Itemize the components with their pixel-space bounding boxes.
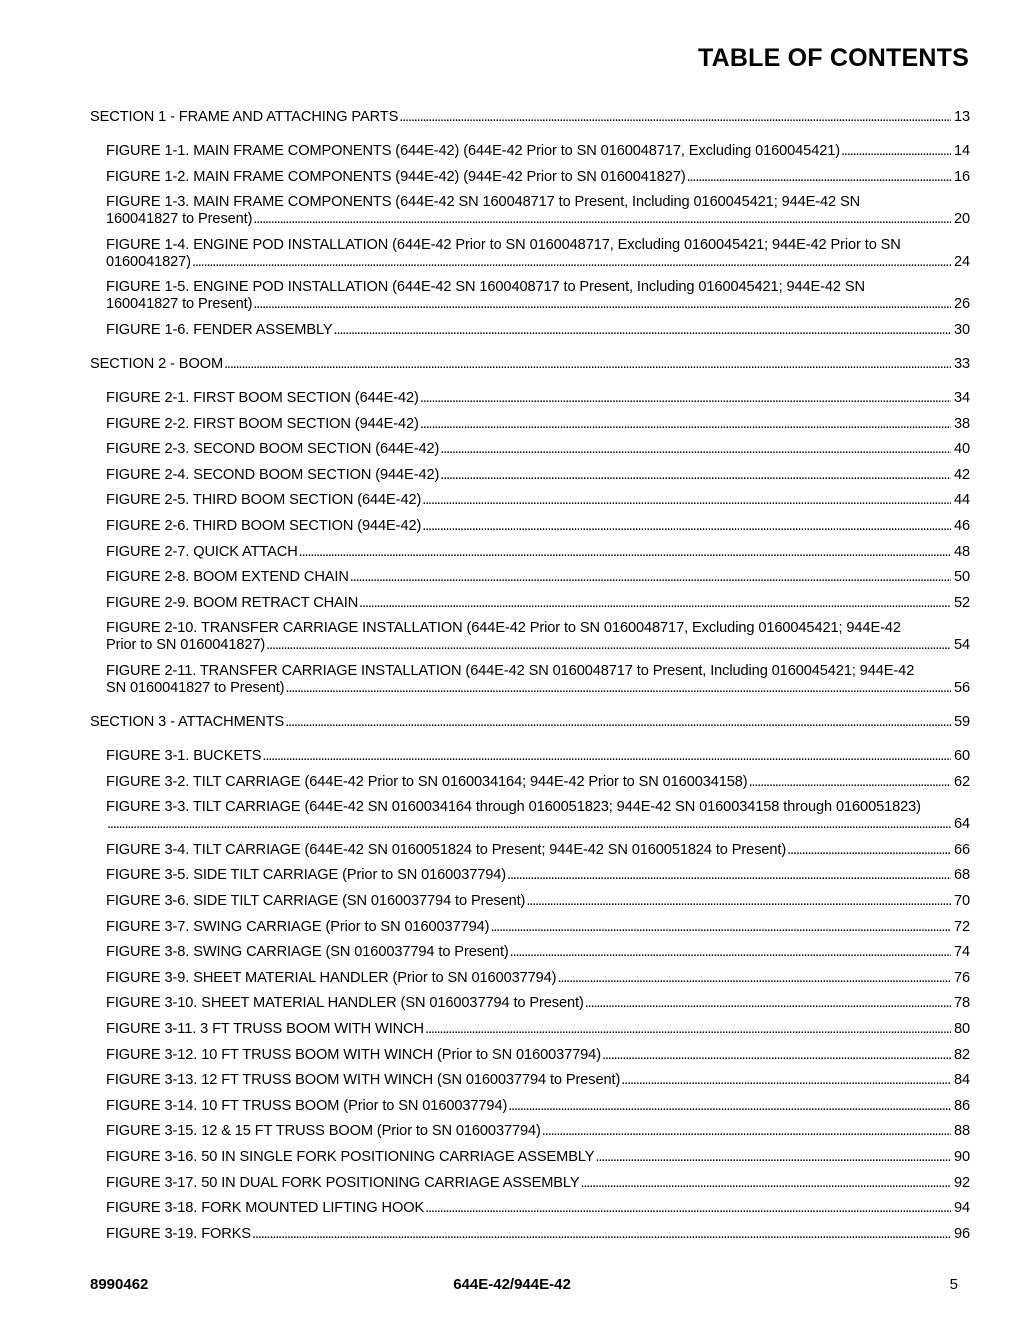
toc-entry-title: FIGURE 3-14. 10 FT TRUSS BOOM (Prior to SN 0160037794) [106,1097,508,1114]
toc-entry-title: 0160041827) [106,253,191,270]
toc-page-number: 96 [953,1225,970,1242]
toc-entry-title: FIGURE 1-5. ENGINE POD INSTALLATION (644E-42 SN 1600408717 to Present, Including 0160045421; 944E-42 SN [106,279,865,296]
dot-leader [107,816,951,833]
dot-leader [425,1021,951,1038]
toc-entry-title: SECTION 3 - ATTACHMENTS [90,714,285,730]
toc-figure-entry[interactable] [106,1200,970,1217]
toc-entry-title: FIGURE 2-6. THIRD BOOM SECTION (944E-42) [106,518,422,534]
dot-leader [420,416,951,433]
toc-entry-title: FIGURE 2-4. SECOND BOOM SECTION (944E-42) [106,466,440,483]
toc-figure-entry[interactable] [106,322,970,339]
toc-figure-entry[interactable] [106,492,970,509]
dot-leader [510,944,951,961]
toc-page-number: 84 [953,1072,970,1089]
toc-entry-title: FIGURE 3-10. SHEET MATERIAL HANDLER (SN 0160037794 to Present) [106,995,584,1012]
toc-entry-title: FIGURE 3-6. SIDE TILT CARRIAGE (SN 0160037794 to Present) [106,893,526,909]
toc-page-number: 60 [953,748,970,764]
dot-leader [224,356,951,373]
toc-figure-entry[interactable] [106,1175,970,1192]
toc-page-number: 50 [953,569,970,586]
toc-page-number: 24 [953,253,970,270]
toc-page-number: 74 [953,944,970,961]
toc-page-number: 76 [953,969,970,986]
dot-leader [749,774,951,791]
toc-figure-entry[interactable] [106,441,970,458]
toc-page-number: 52 [953,594,970,611]
toc-figure-entry[interactable] [106,143,970,160]
toc-figure-entry[interactable] [106,944,970,961]
footer-doc-number: 8990462 [90,1276,149,1293]
toc-figure-entry[interactable] [106,169,970,186]
toc-figure-entry[interactable] [106,774,970,791]
toc-entry-title: FIGURE 3-7. SWING CARRIAGE (Prior to SN 0160037794) [106,918,490,935]
toc-entry-title: 160041827 to Present) [106,211,253,228]
toc-entry-title: FIGURE 3-4. TILT CARRIAGE (644E-42 SN 0160051824 to Present; 944E-42 SN 0160051824 to Present) [106,841,787,858]
dot-leader [334,322,951,339]
toc-page-number: 70 [953,893,970,909]
toc-page-number: 20 [953,211,970,228]
dot-leader [425,1200,951,1217]
toc-figure-entry[interactable] [106,194,970,228]
dot-leader [621,1072,951,1089]
toc-entry-title: FIGURE 1-3. MAIN FRAME COMPONENTS (644E-42 SN 160048717 to Present, Including 0160045421; 944E-42 SN [106,194,861,211]
toc-figure-entry[interactable] [106,416,970,433]
toc-figure-entry[interactable] [106,842,970,859]
dot-leader [359,595,951,612]
toc-page-number: 64 [953,816,970,833]
footer-page-number: 5 [949,1276,958,1293]
toc-entry-title: FIGURE 3-15. 12 & 15 FT TRUSS BOOM (Prior to SN 0160037794) [106,1123,541,1140]
toc-entry-title: FIGURE 2-1. FIRST BOOM SECTION (644E-42) [106,390,419,406]
toc-figure-entry[interactable] [106,1226,970,1243]
dot-leader [399,109,951,126]
toc-entry-title: FIGURE 3-3. TILT CARRIAGE (644E-42 SN 0160034164 through 0160051823; 944E-42 SN 0160034158 through 0160051823) [106,799,921,816]
toc-figure-entry[interactable] [106,799,970,833]
toc-entry-title: FIGURE 1-1. MAIN FRAME COMPONENTS (644E-42) (644E-42 Prior to SN 0160048717, Excluding 0160045421) [106,143,840,159]
toc-entry-title: FIGURE 3-8. SWING CARRIAGE (SN 0160037794 to Present) [106,944,509,961]
toc-page-number: 88 [953,1123,970,1140]
dot-leader [507,867,951,884]
toc-entry-title: FIGURE 3-17. 50 IN DUAL FORK POSITIONING CARRIAGE ASSEMBLY [106,1174,580,1191]
dot-leader [687,169,951,186]
toc-entry-title: FIGURE 2-8. BOOM EXTEND CHAIN [106,569,349,586]
toc-section-entry[interactable] [90,356,970,373]
toc-entry-title: FIGURE 2-7. QUICK ATTACH [106,543,298,560]
toc-entry-title: FIGURE 3-12. 10 FT TRUSS BOOM WITH WINCH (Prior to SN 0160037794) [106,1046,601,1063]
dot-leader [490,919,951,936]
toc-figure-entry[interactable] [106,1098,970,1115]
toc-entry-title: FIGURE 2-3. SECOND BOOM SECTION (644E-42) [106,441,440,458]
toc-page-number: 38 [953,415,970,432]
toc-section-entry[interactable] [90,109,970,126]
dot-leader [350,569,951,586]
dot-leader [420,390,951,407]
toc-entry-title: FIGURE 2-10. TRANSFER CARRIAGE INSTALLATION (644E-42 Prior to SN 0160048717, Excluding 0160045421; 944E-42 [106,620,901,637]
toc-entry-title: FIGURE 3-16. 50 IN SINGLE FORK POSITIONING CARRIAGE ASSEMBLY [106,1149,595,1165]
toc-page-number: 66 [953,841,970,858]
toc-page-number: 33 [953,356,970,372]
toc-figure-entry[interactable] [106,569,970,586]
toc-figure-entry[interactable] [106,237,970,271]
toc-figure-entry[interactable] [106,748,970,765]
toc-page-number: 26 [953,296,970,313]
toc-page-number: 34 [953,390,970,406]
dot-leader [787,842,951,859]
dot-leader [585,995,951,1012]
toc-figure-entry[interactable] [106,919,970,936]
toc-page-number: 56 [953,680,970,696]
toc-figure-entry[interactable] [106,970,970,987]
dot-leader [253,211,951,228]
toc-page-number: 42 [953,466,970,483]
toc-page-number: 44 [953,492,970,509]
dot-leader [422,518,951,535]
dot-leader [440,441,951,458]
dot-leader [580,1175,950,1192]
toc-page-number: 16 [953,168,970,185]
toc-figure-entry[interactable] [106,467,970,484]
toc-page-number: 68 [953,867,970,884]
toc-entry-title: FIGURE 3-19. FORKS [106,1225,251,1242]
toc-page-number: 86 [953,1097,970,1114]
toc-figure-entry[interactable] [106,1072,970,1089]
toc-entry-title: FIGURE 2-9. BOOM RETRACT CHAIN [106,594,359,611]
toc-page-number: 62 [953,773,970,790]
dot-leader [266,637,951,654]
toc-entry-title: FIGURE 1-4. ENGINE POD INSTALLATION (644E-42 Prior to SN 0160048717, Excluding 0160045421; 944E-42 Prior to SN [106,236,901,253]
toc-figure-entry[interactable] [106,663,970,697]
toc-page-number: 82 [953,1046,970,1063]
dot-leader [299,544,951,561]
dot-leader [285,680,951,697]
dot-leader [253,296,951,313]
toc-page-number: 72 [953,918,970,935]
toc-entry-title: FIGURE 3-9. SHEET MATERIAL HANDLER (Prior to SN 0160037794) [106,969,557,986]
toc-entry-title: FIGURE 3-5. SIDE TILT CARRIAGE (Prior to SN 0160037794) [106,867,507,884]
toc-entry-title: FIGURE 2-11. TRANSFER CARRIAGE INSTALLATION (644E-42 SN 0160048717 to Present, Including 0160045421; 944E-42 [106,663,915,679]
dot-leader [595,1149,951,1166]
toc-page-number: 80 [953,1021,970,1037]
dot-leader [526,893,951,910]
toc-page-number: 54 [953,637,970,654]
toc-entry-title: FIGURE 2-5. THIRD BOOM SECTION (644E-42) [106,492,422,509]
dot-leader [262,748,951,765]
dot-leader [542,1123,951,1140]
toc-entry-title: FIGURE 3-1. BUCKETS [106,748,262,764]
toc-page-number: 78 [953,995,970,1012]
toc-figure-entry[interactable] [106,995,970,1012]
dot-leader [422,492,951,509]
dot-leader [508,1098,951,1115]
toc-entry-title: Prior to SN 0160041827) [106,637,266,654]
toc-page-number: 48 [953,543,970,560]
dot-leader [192,254,951,271]
toc-page-number: 94 [953,1200,970,1217]
toc-page-number: 13 [953,109,970,125]
toc-entry-title: SN 0160041827 to Present) [106,680,285,696]
toc-entry-title: SECTION 1 - FRAME AND ATTACHING PARTS [90,109,399,125]
toc-figure-entry[interactable] [106,279,970,313]
toc-entry-title: SECTION 2 - BOOM [90,356,224,372]
toc-page-number: 14 [953,143,970,159]
toc-figure-entry[interactable] [106,544,970,561]
toc-page-number: 92 [953,1174,970,1191]
toc-section-entry[interactable] [90,714,970,731]
toc-page-number: 90 [953,1149,970,1165]
toc-entry-title: FIGURE 1-6. FENDER ASSEMBLY [106,322,333,338]
toc-entry-title: 160041827 to Present) [106,296,253,313]
toc-page-number: 46 [953,518,970,534]
toc-entry-title: FIGURE 1-2. MAIN FRAME COMPONENTS (944E-42) (944E-42 Prior to SN 0160041827) [106,168,686,185]
dot-leader [841,143,951,160]
dot-leader [285,714,951,731]
toc-entry-title: FIGURE 3-2. TILT CARRIAGE (644E-42 Prior to SN 0160034164; 944E-42 Prior to SN 0160034158) [106,773,748,790]
toc-figure-entry[interactable] [106,620,970,654]
toc-figure-entry[interactable] [106,390,970,407]
dot-leader [557,970,951,987]
toc-figure-entry[interactable] [106,893,970,910]
toc-figure-entry[interactable] [106,867,970,884]
toc-figure-entry[interactable] [106,1149,970,1166]
toc-figure-entry[interactable] [106,595,970,612]
footer-model: 644E-42/944E-42 [453,1276,571,1293]
toc-figure-entry[interactable] [106,1123,970,1140]
toc-entry-title: FIGURE 2-2. FIRST BOOM SECTION (944E-42) [106,415,419,432]
toc-entry-title: FIGURE 3-13. 12 FT TRUSS BOOM WITH WINCH (SN 0160037794 to Present) [106,1072,621,1089]
page-title: TABLE OF CONTENTS [698,44,969,72]
toc-page-number: 40 [953,441,970,458]
dot-leader [440,467,951,484]
toc-figure-entry[interactable] [106,1047,970,1064]
toc-entry-title: FIGURE 3-18. FORK MOUNTED LIFTING HOOK [106,1200,425,1217]
dot-leader [252,1226,951,1243]
toc-entry-title: FIGURE 3-11. 3 FT TRUSS BOOM WITH WINCH [106,1021,424,1037]
toc-figure-entry[interactable] [106,1021,970,1038]
toc-figure-entry[interactable] [106,518,970,535]
toc-page-number: 59 [953,714,970,730]
dot-leader [602,1047,951,1064]
toc-page-number: 30 [953,322,970,338]
